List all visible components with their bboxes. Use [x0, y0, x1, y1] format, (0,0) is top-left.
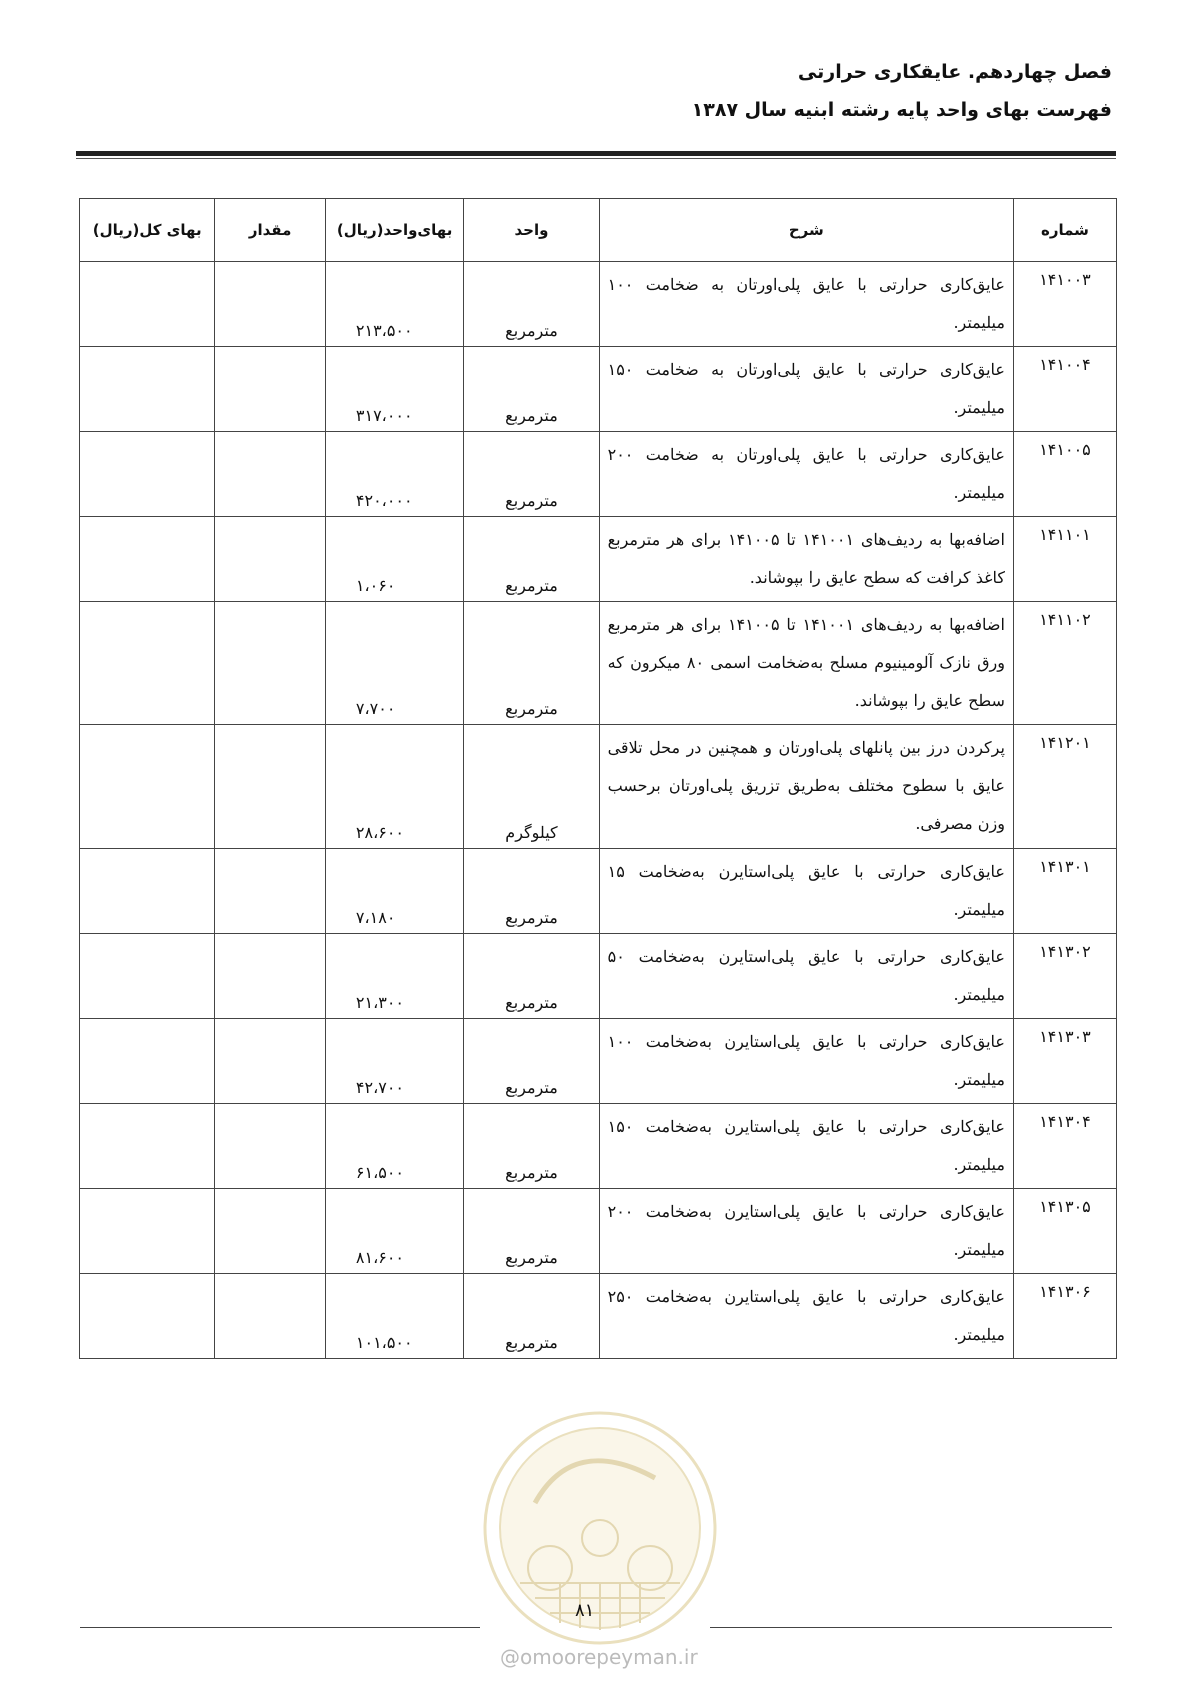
- table-row: [80, 262, 1117, 347]
- row-unit-price: ۱،۰۶۰: [325, 517, 463, 602]
- table-row: [80, 934, 1117, 1019]
- website-watermark: @omoorepeyman.ir: [500, 1645, 698, 1669]
- row-unit: مترمربع: [464, 1274, 599, 1359]
- row-description: عایق‌کاری حرارتی با عایق پلی‌اورتان به ضخامت ۲۰۰ میلیمتر.: [599, 432, 1013, 517]
- row-total-price: [80, 262, 215, 347]
- row-quantity: [215, 602, 326, 725]
- header-rule-thick: [76, 151, 1116, 156]
- chapter-title: فصل چهاردهم. عایقکاری حرارتی: [797, 61, 1112, 83]
- row-quantity: [215, 517, 326, 602]
- row-code: ۱۴۱۳۰۱: [1013, 849, 1116, 934]
- row-unit-price: ۱۰۱،۵۰۰: [325, 1274, 463, 1359]
- row-total-price: [80, 1189, 215, 1274]
- row-quantity: [215, 262, 326, 347]
- row-unit: مترمربع: [464, 1104, 599, 1189]
- row-description: پرکردن درز بین پانلهای پلی‌اورتان و همچنین در محل تلاقی عایق با سطوح مختلف به‌طریق تزریق پلی‌اورتان برحسب وزن مصرفی.: [599, 725, 1013, 849]
- row-quantity: [215, 1019, 326, 1104]
- row-unit: مترمربع: [464, 934, 599, 1019]
- row-quantity: [215, 1189, 326, 1274]
- row-unit-price: ۴۲۰،۰۰۰: [325, 432, 463, 517]
- row-unit-price: ۷،۱۸۰: [325, 849, 463, 934]
- table-header-row: [80, 199, 1117, 262]
- header-description: شرح: [599, 199, 1013, 262]
- row-code: ۱۴۱۱۰۲: [1013, 602, 1116, 725]
- table-row: [80, 725, 1117, 849]
- header-code: شماره: [1013, 199, 1116, 262]
- row-quantity: [215, 432, 326, 517]
- row-code: ۱۴۱۳۰۳: [1013, 1019, 1116, 1104]
- row-total-price: [80, 602, 215, 725]
- row-description: اضافه‌بها به ردیف‌های ۱۴۱۰۰۱ تا ۱۴۱۰۰۵ برای هر مترمربع ورق نازک آلومینیوم مسلح به‌ضخامت اسمی ۸۰ میکرون که سطح عایق را بپوشاند.: [599, 602, 1013, 725]
- table-row: [80, 517, 1117, 602]
- row-unit-price: ۴۲،۷۰۰: [325, 1019, 463, 1104]
- row-unit: مترمربع: [464, 517, 599, 602]
- row-total-price: [80, 347, 215, 432]
- row-total-price: [80, 1104, 215, 1189]
- table-row: [80, 1104, 1117, 1189]
- row-unit: مترمربع: [464, 849, 599, 934]
- footer-rule-right: [710, 1627, 1112, 1628]
- row-code: ۱۴۱۱۰۱: [1013, 517, 1116, 602]
- row-quantity: [215, 1274, 326, 1359]
- row-unit: مترمربع: [464, 602, 599, 725]
- row-code: ۱۴۱۳۰۴: [1013, 1104, 1116, 1189]
- row-total-price: [80, 432, 215, 517]
- header-rule-thin: [76, 158, 1116, 159]
- row-code: ۱۴۱۰۰۳: [1013, 262, 1116, 347]
- row-unit-price: ۶۱،۵۰۰: [325, 1104, 463, 1189]
- table-row: [80, 347, 1117, 432]
- row-unit-price: ۸۱،۶۰۰: [325, 1189, 463, 1274]
- row-total-price: [80, 1019, 215, 1104]
- row-code: ۱۴۱۰۰۵: [1013, 432, 1116, 517]
- row-total-price: [80, 725, 215, 849]
- header-total-price: بهای کل(ریال): [80, 199, 215, 262]
- header-unit: واحد: [464, 199, 599, 262]
- table-row: [80, 602, 1117, 725]
- row-description: اضافه‌بها به ردیف‌های ۱۴۱۰۰۱ تا ۱۴۱۰۰۵ برای هر مترمربع کاغذ کرافت که سطح عایق را بپوشاند.: [599, 517, 1013, 602]
- row-description: عایق‌کاری حرارتی با عایق پلی‌استایرن به‌ضخامت ۵۰ میلیمتر.: [599, 934, 1013, 1019]
- row-description: عایق‌کاری حرارتی با عایق پلی‌استایرن به‌ضخامت ۱۵ میلیمتر.: [599, 849, 1013, 934]
- row-code: ۱۴۱۲۰۱: [1013, 725, 1116, 849]
- row-description: عایق‌کاری حرارتی با عایق پلی‌استایرن به‌ضخامت ۲۵۰ میلیمتر.: [599, 1274, 1013, 1359]
- table-row: [80, 1274, 1117, 1359]
- table-row: [80, 1019, 1117, 1104]
- watermark-seal-logo: [480, 1408, 720, 1648]
- row-unit: مترمربع: [464, 1189, 599, 1274]
- row-unit: مترمربع: [464, 347, 599, 432]
- row-quantity: [215, 725, 326, 849]
- page-number: ۸۱: [575, 1600, 595, 1621]
- row-unit-price: ۳۱۷،۰۰۰: [325, 347, 463, 432]
- row-unit-price: ۷،۷۰۰: [325, 602, 463, 725]
- row-total-price: [80, 517, 215, 602]
- row-unit: کیلوگرم: [464, 725, 599, 849]
- page-header: [692, 60, 1112, 122]
- row-quantity: [215, 347, 326, 432]
- row-description: عایق‌کاری حرارتی با عایق پلی‌اورتان به ضخامت ۱۰۰ میلیمتر.: [599, 262, 1013, 347]
- row-code: ۱۴۱۳۰۲: [1013, 934, 1116, 1019]
- row-unit-price: ۲۱۳،۵۰۰: [325, 262, 463, 347]
- row-code: ۱۴۱۰۰۴: [1013, 347, 1116, 432]
- row-description: عایق‌کاری حرارتی با عایق پلی‌استایرن به‌ضخامت ۲۰۰ میلیمتر.: [599, 1189, 1013, 1274]
- price-list-table: [79, 198, 1117, 1359]
- row-code: ۱۴۱۳۰۵: [1013, 1189, 1116, 1274]
- row-total-price: [80, 934, 215, 1019]
- row-quantity: [215, 849, 326, 934]
- row-total-price: [80, 1274, 215, 1359]
- row-unit-price: ۲۸،۶۰۰: [325, 725, 463, 849]
- row-description: عایق‌کاری حرارتی با عایق پلی‌استایرن به‌ضخامت ۱۵۰ میلیمتر.: [599, 1104, 1013, 1189]
- row-total-price: [80, 849, 215, 934]
- row-code: ۱۴۱۳۰۶: [1013, 1274, 1116, 1359]
- table-row: [80, 849, 1117, 934]
- footer-rule-left: [80, 1627, 480, 1628]
- table-row: [80, 1189, 1117, 1274]
- row-quantity: [215, 1104, 326, 1189]
- row-unit-price: ۲۱،۳۰۰: [325, 934, 463, 1019]
- header-quantity: مقدار: [215, 199, 326, 262]
- header-unit-price: بهای‌واحد(ریال): [325, 199, 463, 262]
- document-subtitle: فهرست بهای واحد پایه رشته ابنیه سال ۱۳۸۷: [691, 99, 1112, 121]
- row-description: عایق‌کاری حرارتی با عایق پلی‌اورتان به ضخامت ۱۵۰ میلیمتر.: [599, 347, 1013, 432]
- row-unit: مترمربع: [464, 1019, 599, 1104]
- row-description: عایق‌کاری حرارتی با عایق پلی‌استایرن به‌ضخامت ۱۰۰ میلیمتر.: [599, 1019, 1013, 1104]
- row-quantity: [215, 934, 326, 1019]
- row-unit: مترمربع: [464, 432, 599, 517]
- table-row: [80, 432, 1117, 517]
- row-unit: مترمربع: [464, 262, 599, 347]
